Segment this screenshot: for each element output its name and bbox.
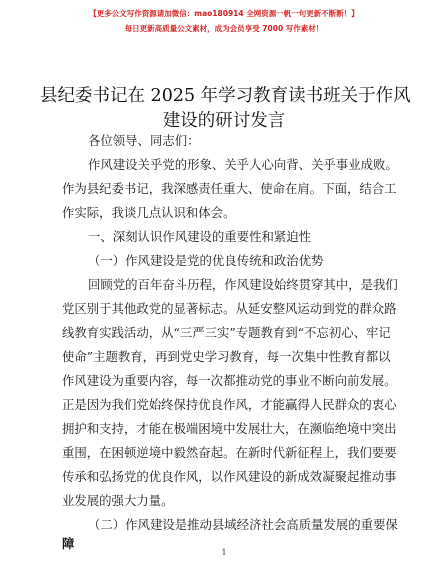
- subsection-heading-1-2-cont: 障: [62, 536, 75, 551]
- body-line: 作实际，我谈几点认识和体会。: [62, 205, 236, 220]
- body-line: 传承和弘扬党的优良作风，以作风建设的新成效凝聚起推动事: [62, 469, 397, 484]
- body-line: 党区别于其他政党的显著标志。从延安整风运动到党的群众路: [62, 301, 397, 316]
- body-line: 业发展的强大力量。: [62, 493, 174, 508]
- body-line: 重围，在困顿逆境中毅然奋起。在新时代新征程上，我们要要: [62, 445, 397, 460]
- document-title-line-2: 建设的研讨发言: [162, 111, 286, 131]
- salutation: 各位领导、同志们：: [88, 133, 200, 148]
- body-line: 作为县纪委书记，我深感责任重大、使命在肩。下面，结合工: [62, 181, 397, 196]
- body-line: 回顾党的百年奋斗历程，作风建设始终贯穿其中，是我们: [88, 277, 398, 292]
- promo-banner-line-2: 每日更新高质量公文素材，成为会员享受 7000 写作素材！: [124, 24, 324, 33]
- document-title-line-1: 县纪委书记在 2025 年学习教育读书班关于作风: [40, 86, 411, 106]
- body-line: 使命”主题教育，再到党史学习教育，每一次集中性教育都以: [62, 349, 391, 364]
- section-heading-1: 一、深刻认识作风建设的重要性和紧迫性: [88, 229, 312, 244]
- body-line: 作风建设为重要内容，每一次都推动党的事业不断向前发展。: [62, 373, 397, 388]
- body-line: 正是因为我们党始终保持优良作风，才能赢得人民群众的衷心: [62, 397, 397, 412]
- page-number: 1: [221, 548, 227, 557]
- subsection-heading-1-1: （一）作风建设是党的优良传统和政治优势: [88, 253, 324, 268]
- body-line: 作风建设关乎党的形象、关乎人心向背、关乎事业成败。: [88, 157, 398, 172]
- body-line: 拥护和支持，才能在极端困境中发展壮大，在濒临绝境中突出: [62, 421, 397, 436]
- promo-banner-line-1: 【更多公文写作资源请加微信：mao180914 全网资源一帆一句更新不断断！】: [89, 9, 359, 18]
- subsection-heading-1-2: （二）作风建设是推动县域经济社会高质量发展的重要保: [88, 517, 398, 532]
- body-line: 线教育实践活动，从“三严三实”专题教育到“不忘初心、牢记: [62, 325, 391, 340]
